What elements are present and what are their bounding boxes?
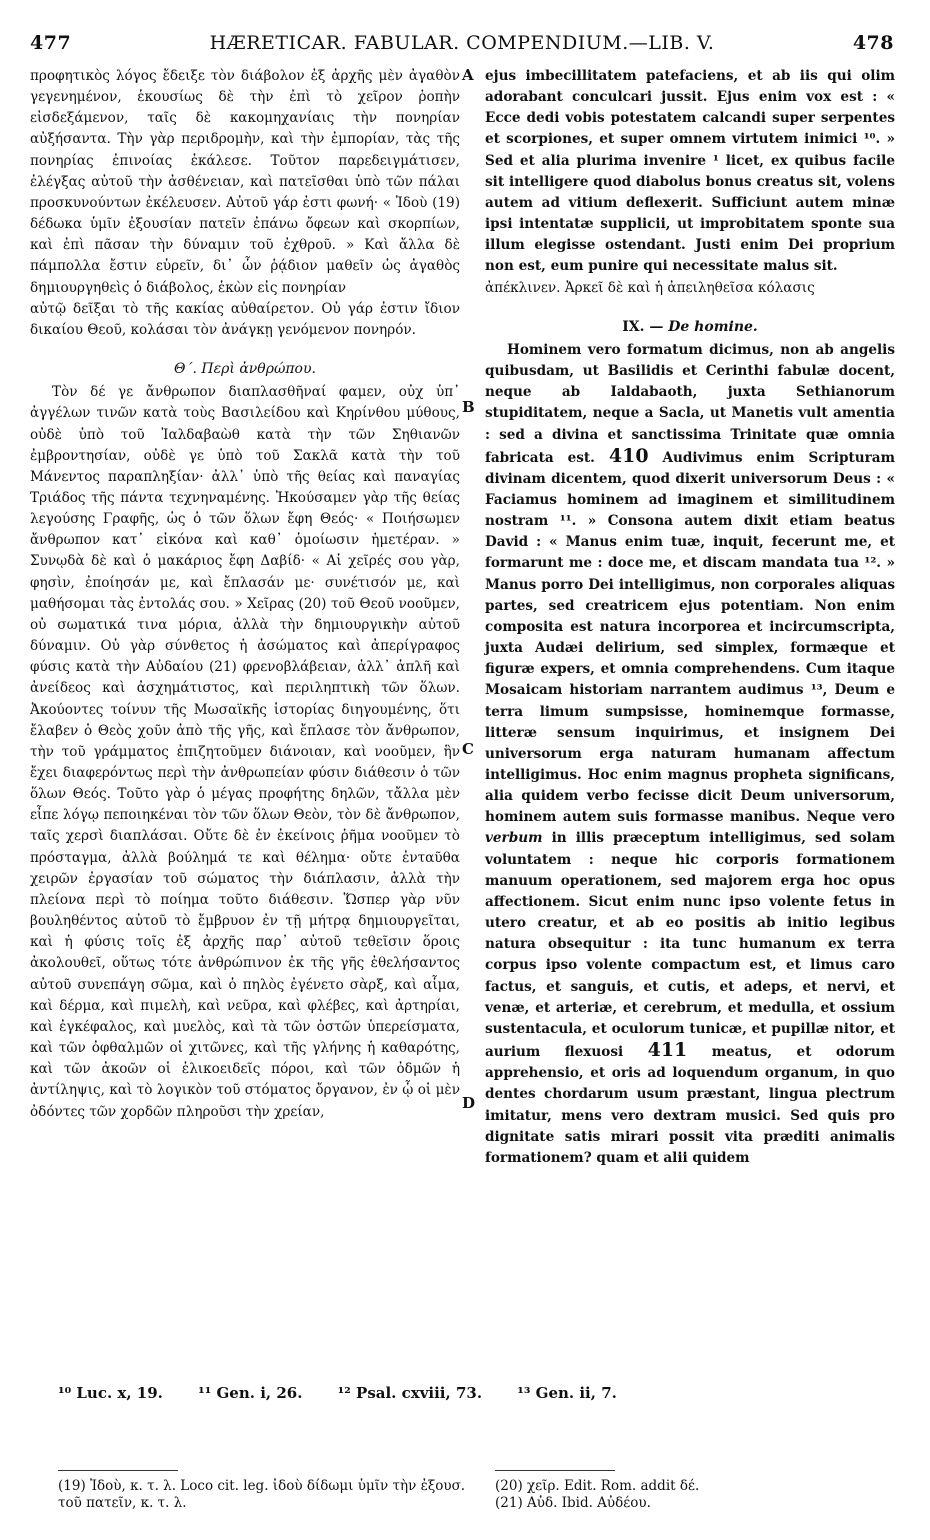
page-mark-411: 411 [647, 1039, 688, 1062]
margin-marker-d: D [462, 1094, 476, 1112]
latin-body [485, 340, 895, 1169]
margin-marker-c: C [462, 740, 474, 758]
latin-section-name: De homine. [668, 318, 758, 335]
greek-body: Τὸν δέ γε ἄνθρωπον διαπλασθῆναί φαμεν, οὐχ ὑπ᾽ ἀγγέλων τινῶν κατὰ τοὺς Βασιλείδου καὶ Κηρίνθου μύθους, οὐδὲ ὑπὸ τοῦ Ἰαλδαβαὼθ κατὰ τὴν τῶν Σηθιανῶν ἐμβροντησίαν, οὐδὲ γε ὑπὸ τοῦ Σακλᾶ κατὰ τὴν τοῦ Μάνεντος παραπληξίαν· ἀλλ᾽ ὑπὸ τῆς θείας καὶ παναγίας Τριάδος τῆς πάντα τεχνηναμένης. Ἠκούσαμεν γὰρ τῆς θείας λεγούσης Γραφῆς, ὡς ὁ τῶν ὅλων ἔφη Θεός· « Ποιήσωμεν ἄνθρωπον κατ᾽ εἰκόνα καὶ καθ᾽ ὁμοίωσιν ἡμετέραν. » Συνῳδὰ δὲ καὶ ὁ μακάριος ἔφη Δαβίδ· « Αἱ χεῖρές σου γὰρ, φησὶν, ἐποίησάν με, καὶ ἔπλασάν με· συνέτισόν με, καὶ μαθήσομαι τὰς ἐντολάς σου. » Χεῖρας (20) τοῦ Θεοῦ νοοῦμεν, οὐ σωματικά τινα μόρια, ἀλλὰ τὴν δημιουργικὴν αὐτοῦ δύναμιν. Οὐ γὰρ σύνθετος ἡ ἀσώματος καὶ ἀπερίγραφος φύσις κατὰ τὴν Αὐδαίου (21) φρενοβλάβειαν, ἀλλ᾽ ἁπλῆ καὶ ἀνείδεος καὶ ἀσχημάτιστος, καὶ περιληπτικὴ τῶν ὅλων. Ἀκούοντες τοίνυν τῆς Μωσαϊκῆς ἱστορίας διηγουμένης, ὅτι ἔλαβεν ὁ Θεὸς χοῦν ἀπὸ τῆς γῆς, καὶ ἔπλασε τὸν ἄνθρωπον, τὴν τοῦ γράμματος ἐπιζητοῦμεν διάνοιαν, καὶ νοοῦμεν, ἣν ἔχει διαφερόντως περὶ τὴν ἀνθρωπείαν φύσιν διάθεσιν ὁ τῶν ὅλων Θεός. Τοῦτο γὰρ ὁ μέγας προφήτης δηλῶν, τἄλλα μὲν εἶπε λόγῳ πεποιηκέναι τὸν τῶν ὅλων Θεὸν, τὸν δὲ ἄνθρωπον, ταῖς χερσὶ διαπλάσαι. Οὔτε δὲ ἐν ἐκείνοις ῥῆμα νοοῦμεν τὸ πρόσταγμα, ἀλλὰ βούλημά τε καὶ θέλημα· οὔτε ἐνταῦθα χειρῶν ἐργασίαν τοῦ σώματος τὴν διάπλασιν, ἀλλὰ τὴν πλείονα περὶ τὸ ποίημα τοῦτο διάθεσιν. Ὥσπερ γὰρ νῦν βουληθέντος αὐτοῦ τὸ ἔμβρυον ἐν τῇ μήτρᾳ δημιουργεῖται, καὶ ἡ φύσις τοῖς ἐξ ἀρχῆς παρ᾽ αὐτοῦ τεθεῖσιν ὅροις ἀκολουθεῖ, οὕτως τότε ἀνθρώπινον ἐκ τῆς γῆς ἐθελήσαντος αὐτοῦ συνεπάγη σῶμα, καὶ ὁ πηλὸς ἐγένετο σὰρξ, καὶ αἷμα, καὶ δέρμα, καὶ πιμελὴ, καὶ νεῦρα, καὶ φλέβες, καὶ ἀρτηρίαι, καὶ ἐγκέφαλος, καὶ μυελὸς, καὶ τὰ τῶν ὀστῶν ὑπερείσματα, καὶ τῶν ὀφθαλμῶν οἱ χιτῶνες, καὶ τῆς γλήνης ἡ καθαρότης, καὶ τῶν ἀκοῶν οἱ ἑλικοειδεῖς πόροι, καὶ τῶν ὀδμῶν ἡ ἀντίληψις, καὶ τὸ λογικὸν τοῦ στόματος ὄργανον, ἐν ᾧ οἱ μὲν ὀδόντες τῶν χορδῶν πληροῦσι τὴν χρείαν, [30, 384, 460, 1120]
latin-section-title [485, 317, 895, 338]
page-mark-410: 410 [608, 444, 649, 467]
latin-body-part2: Audivimus enim Scripturam divinam dicentem, quod dixerit universorum Deus : « Faciamus hominem ad imaginem et similitudinem nostram ¹¹. » Consona autem dixit etiam beatus David : « Manus enim tuæ, inquit, fecerunt me, et formarunt me : doce me, et discam mandata tua ¹². » Manus porro Dei intelligimus, non corporales aliquas partes, sed creatricem ejus potentiam. Non enim composita est natura incorporea et incircumscripta, juxta Audæi delirium, sed simplex, formæque et figuræ expers, et omnia comprehendens. Cum itaque Mosaicam historiam narrantem audimus ¹³, Deum e terra limum sumpsisse, hominemque formasse, litteræ sensum inquirimus, et insignem Dei universorum erga naturam humanam affectum intelligimus. Hoc enim magnus propheta significans, alia quidem verbo fecisse dicit Deum universorum, hominem autem suis formasse manibus. Neque vero [485, 449, 895, 826]
running-title: HÆRETICAR. FABULAR. COMPENDIUM.—LIB. V. [209, 32, 715, 54]
scripture-note-13: ¹³ Gen. ii, 7. [517, 1384, 617, 1402]
scripture-notes [58, 1384, 898, 1402]
greek-intro: προφητικὸς λόγος ἔδειξε τὸν διάβολον ἐξ ἀρχῆς μὲν ἀγαθὸν γεγενημένον, ἑκουσίως δὲ τὴν ἐπὶ τὸ χεῖρον ῥοπὴν εἰσδεξάμενον, ταῖς δὲ κακομηχανίαις τὴν πονηρίαν αὐξήσαντα. Τὴν γὰρ περιδρομὴν, καὶ τὴν ἐμπορίαν, τὰς τῆς πονηρίας ἐπινοίας ἐκάλεσε. Τοῦτον παρεδειγμάτισεν, ἐλέγξας αὐτοῦ τὴν ἀσθένειαν, καὶ πατεῖσθαι ὑπὸ τῶν πάλαι προσκυνούντων ἐκέλευσεν. Αὐτοῦ γάρ ἐστι φωνή· « Ἰδοὺ (19) δέδωκα ὑμῖν ἐξουσίαν πατεῖν ἐπάνω ὄφεων καὶ σκορπίων, καὶ ἐπὶ πᾶσαν τὴν δύναμιν τοῦ ἐχθροῦ. » Καὶ ἄλλα δὲ πάμπολλα ἔστιν εὑρεῖν, δι᾽ ὧν ῥᾴδιον μαθεῖν ὡς ἀγαθὸς δημιουργηθεὶς ὁ διάβολος, ἑκὼν εἰς πονηρίαν [30, 68, 460, 296]
margin-marker-a: A [462, 66, 474, 84]
page-header [30, 32, 894, 60]
variant-notes-right [495, 1478, 895, 1512]
margin-marker-b: B [462, 398, 475, 416]
latin-body-part3: in illis præceptum intelligimus, sed solam voluntatem : neque hic corporis formationem manuum operationem, sed majorem erga hoc opus affectionem. Sicut enim nunc ipso volente fetus in utero creatur, et ab eo positis ab initio legibus natura obsequitur : ita tunc humanum ex terra corpus ipso volente compactum est, et limus caro factus, et sanguis, et cutis, et adeps, et nervi, et venæ, et arteriæ, et cerebrum, et medulla, et ossium sustentacula, et oculorum tunicæ, et pupillæ nitor, et aurium flexuosi [485, 830, 896, 1061]
variant-note-21: (21) Αὐδ. Ibid. Αὐδέου. [495, 1495, 651, 1511]
latin-body-part4: meatus, et odorum apprehensio, et oris ad loquendum organum, in quo dentes chordarum usum præstant, lingua plectrum imitatur, mens vero dextram musici. Sed quis pro dignitate satis mirari possit vita præditi animalis formationem? quam et alii quidem [485, 1044, 895, 1166]
scripture-note-10: ¹⁰ Luc. x, 19. [58, 1384, 163, 1402]
latin-intro: ejus imbecillitatem patefaciens, et ab iis qui olim adorabant conculcari jussit. Ejus enim vox est : « Ecce dedi vobis potestatem calcandi super serpentes et scorpiones, et super omnem virtutem inimici ¹⁰. » Sed et alia plurima invenire ¹ licet, ex quibus facile sit intelligere quod diabolus bonus creatus sit, volens autem ad vitium deflexerit. Sufficiunt autem minæ ipsi intentatæ supplicii, ut improbitatem sponte sua illum elegisse ostendant. Justi enim Dei proprium non est, eum punire qui necessitate malus sit. [485, 68, 895, 275]
scripture-note-11: ¹¹ Gen. i, 26. [198, 1384, 303, 1402]
latin-column [485, 66, 895, 1169]
scripture-note-12: ¹² Psal. cxviii, 73. [337, 1384, 483, 1402]
greek-column [30, 66, 460, 1123]
latin-body-italic: verbum [485, 830, 543, 847]
notes-divider-right [495, 1470, 615, 1471]
latin-bridge-greek: ἀπέκλινεν. Ἀρκεῖ δὲ καὶ ἡ ἀπειληθεῖσα κόλασις [485, 279, 815, 296]
page-number-left: 477 [30, 32, 72, 54]
variant-note-19: (19) Ἰδοὺ, κ. τ. λ. Loco cit. leg. ἰδοὺ δίδωμι ὑμῖν τὴν ἐξουσ. τοῦ πατεῖν, κ. τ. λ. [58, 1478, 466, 1511]
variant-note-20: (20) χεῖρ. Edit. Rom. addit δέ. [495, 1478, 700, 1494]
greek-bridge: αὐτῷ δεῖξαι τὸ τῆς κακίας αὐθαίρετον. Οὐ γάρ ἐστιν ἴδιον δικαίου Θεοῦ, κολάσαι τὸν ἀνάγκῃ γενόμενον πονηρόν. [30, 300, 460, 338]
greek-section-title: Θ΄. Περὶ ἀνθρώπου. [174, 361, 316, 378]
page-number-right: 478 [852, 32, 894, 54]
latin-body-part1: Hominem vero formatum dicimus, non ab angelis quibusdam, ut Basilidis et Cerinthi fabulæ docent, neque ab Ialdabaoth, juxta Sethianorum stupiditatem, neque a Sacla, ut Manetis vult amentia : sed a divina et sanctissima Trinitate quæ omnia fabricata est. [485, 341, 895, 466]
notes-divider-left [58, 1470, 178, 1471]
latin-section-number: IX. — [622, 318, 664, 335]
